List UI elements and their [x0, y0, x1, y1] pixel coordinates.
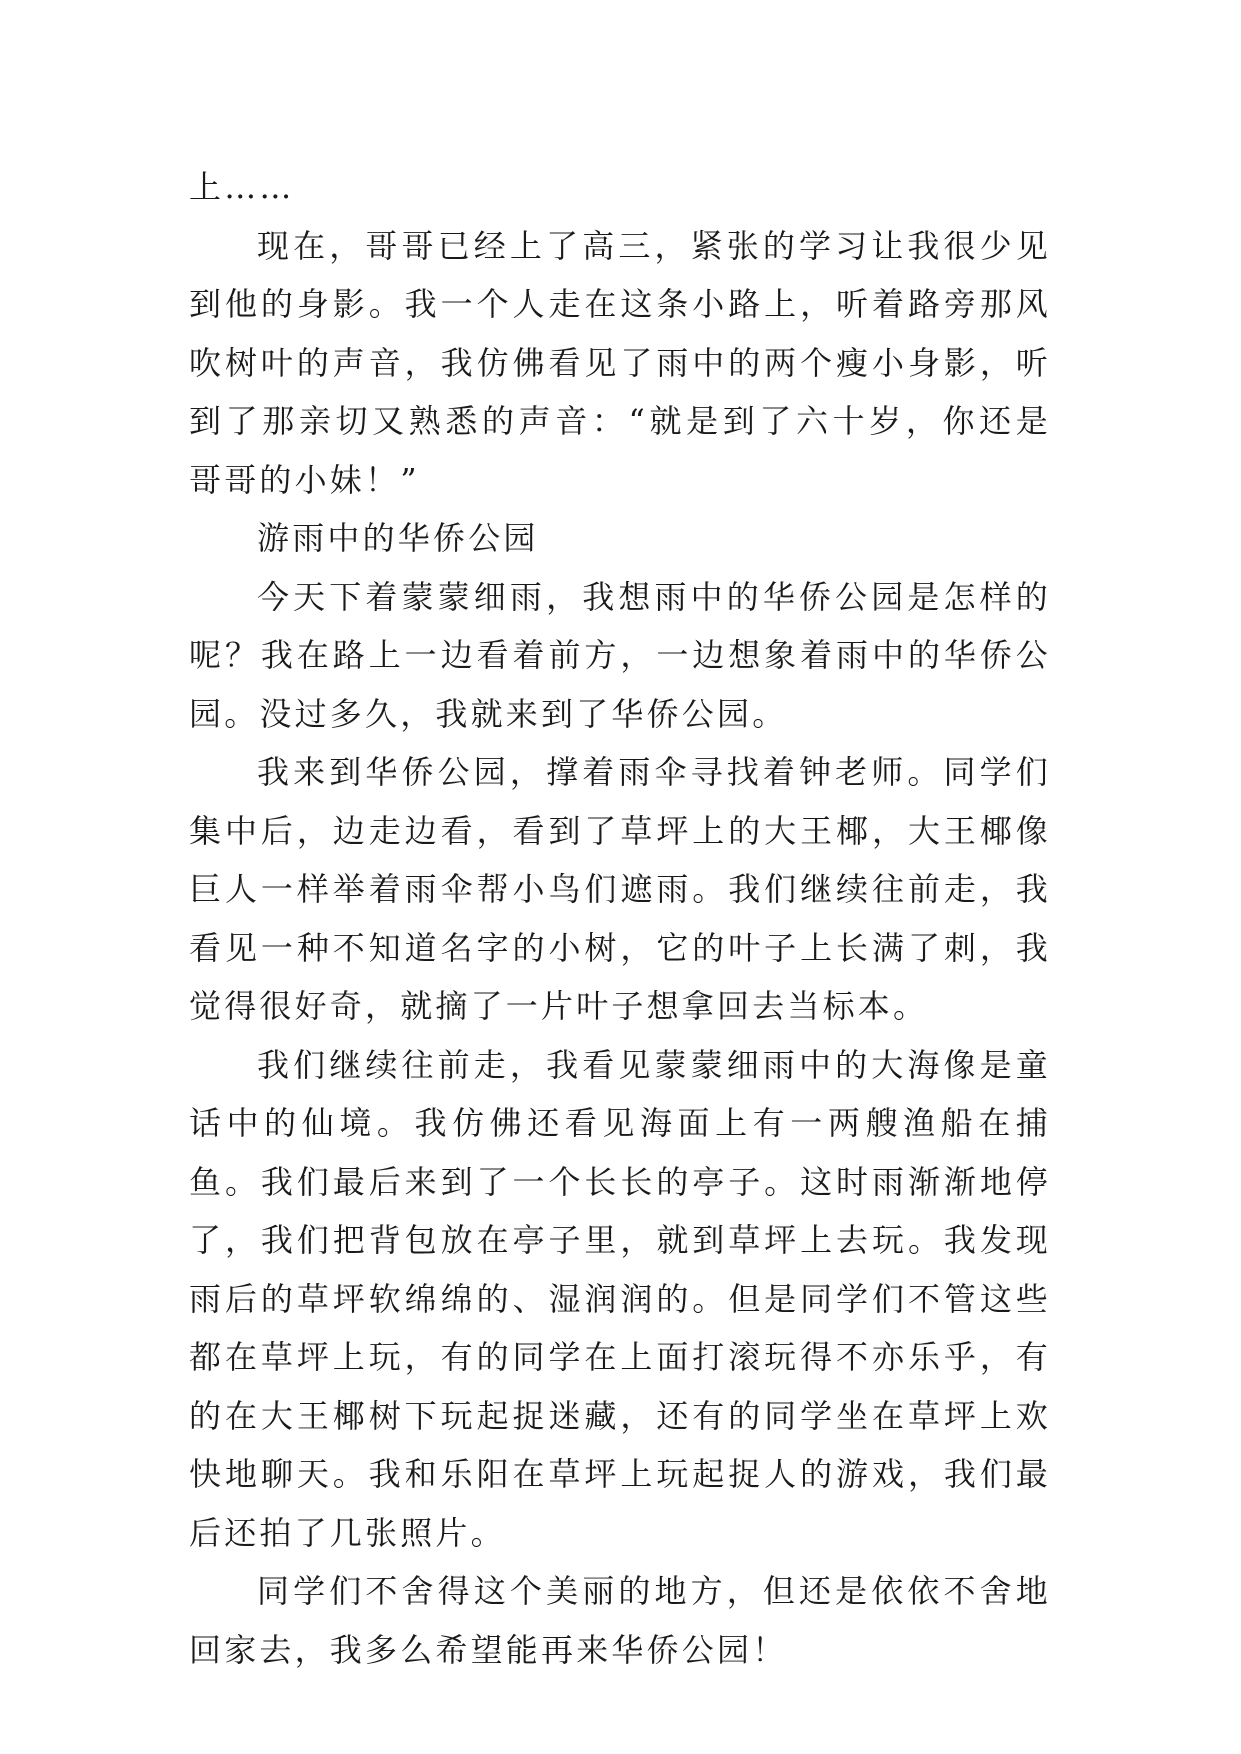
paragraph: 今天下着蒙蒙细雨，我想雨中的华侨公园是怎样的呢？我在路上一边看着前方，一边想象着雨中的华侨公园。没过多久，我就来到了华侨公园。: [189, 577, 1051, 733]
document-body: [189, 158, 1051, 1679]
paragraph: 现在，哥哥已经上了高三，紧张的学习让我很少见到他的身影。我一个人走在这条小路上，听着路旁那风吹树叶的声音，我仿佛看见了雨中的两个瘦小身影，听到了那亲切又熟悉的声音：“就是到了六十岁，你还是哥哥的小妹！”: [189, 226, 1051, 499]
paragraph: 我们继续往前走，我看见蒙蒙细雨中的大海像是童话中的仙境。我仿佛还看见海面上有一两艘渔船在捕鱼。我们最后来到了一个长长的亭子。这时雨渐渐地停了，我们把背包放在亭子里，就到草坪上去玩。我发现雨后的草坪软绵绵的、湿润润的。但是同学们不管这些都在草坪上玩，有的同学在上面打滚玩得不亦乐乎，有的在大王椰树下玩起捉迷藏，还有的同学坐在草坪上欢快地聊天。我和乐阳在草坪上玩起捉人的游戏，我们最后还拍了几张照片。: [189, 1045, 1051, 1552]
paragraph: 同学们不舍得这个美丽的地方，但还是依依不舍地回家去，我多么希望能再来华侨公园！: [189, 1572, 1051, 1669]
essay-title: 游雨中的华侨公园: [257, 519, 539, 557]
paragraph-continuation: 上……: [189, 168, 295, 206]
paragraph: 我来到华侨公园，撑着雨伞寻找着钟老师。同学们集中后，边走边看，看到了草坪上的大王椰，大王椰像巨人一样举着雨伞帮小鸟们遮雨。我们继续往前走，我看见一种不知道名字的小树，它的叶子上长满了刺，我觉得很好奇，就摘了一片叶子想拿回去当标本。: [189, 753, 1051, 1025]
